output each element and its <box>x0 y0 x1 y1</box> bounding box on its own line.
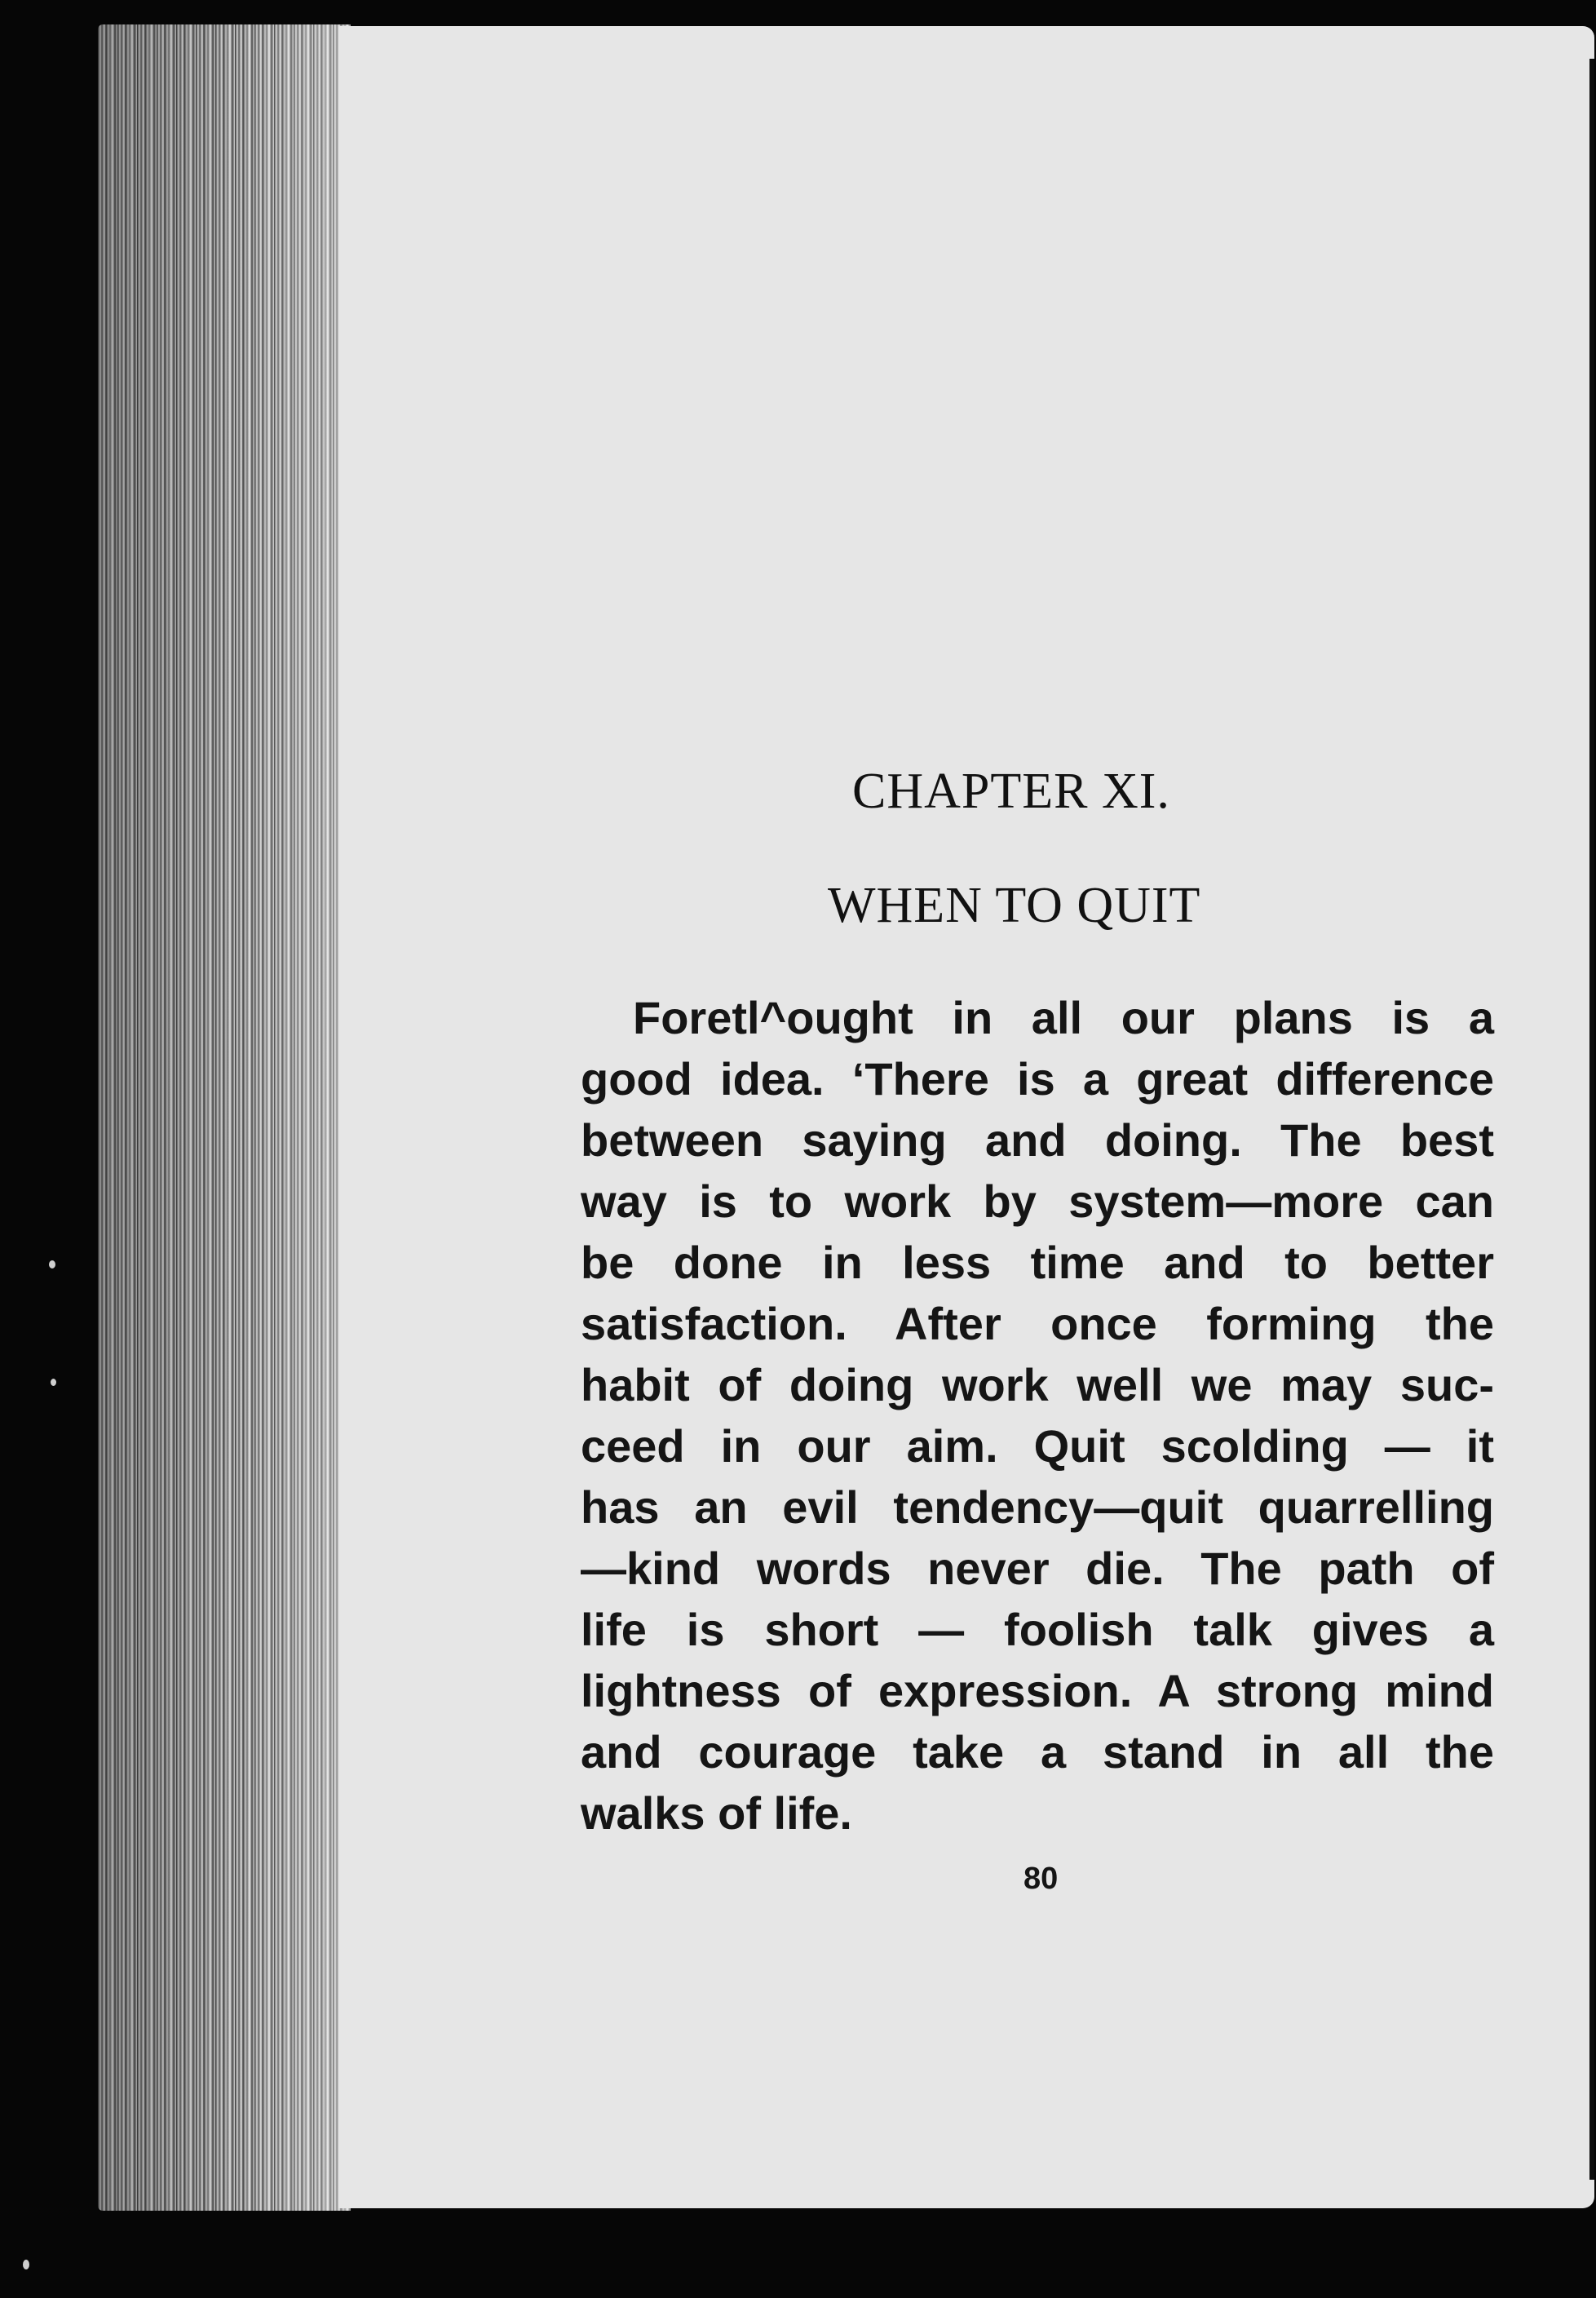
body-line: —kind words never die. The path of <box>581 1543 1494 1594</box>
body-line: Foretl^ought in all our plans is a <box>633 992 1494 1043</box>
chapter-title: WHEN TO QUIT <box>828 878 1201 933</box>
body-line: and courage take a stand in all the <box>581 1726 1494 1778</box>
body-line: has an evil tendency—quit quarrelling <box>581 1481 1494 1533</box>
body-line: way is to work by system—more can <box>581 1176 1494 1227</box>
page-right-edge <box>1589 59 1594 2180</box>
body-line: life is short — foolish talk gives a <box>581 1604 1494 1655</box>
body-line: walks of life. <box>581 1787 852 1839</box>
chapter-heading: CHAPTER XI. <box>852 764 1170 819</box>
page-number: 80 <box>1023 1862 1059 1896</box>
body-line: ceed in our aim. Quit scolding — it <box>581 1420 1494 1472</box>
body-line: habit of doing work well we may suc- <box>581 1359 1494 1410</box>
body-line: be done in less time and to better <box>581 1237 1494 1288</box>
scan-speck <box>49 1260 55 1269</box>
body-line: lightness of expression. A strong mind <box>581 1665 1494 1716</box>
body-paragraph <box>581 987 1494 1844</box>
book-page-edges <box>98 24 351 2211</box>
scan-speck <box>23 2260 29 2269</box>
scan-speck <box>51 1379 56 1386</box>
body-line: satisfaction. After once forming the <box>581 1298 1494 1349</box>
body-line: good idea. ‘There is a great difference <box>581 1053 1494 1105</box>
body-line: between saying and doing. The best <box>581 1114 1494 1166</box>
